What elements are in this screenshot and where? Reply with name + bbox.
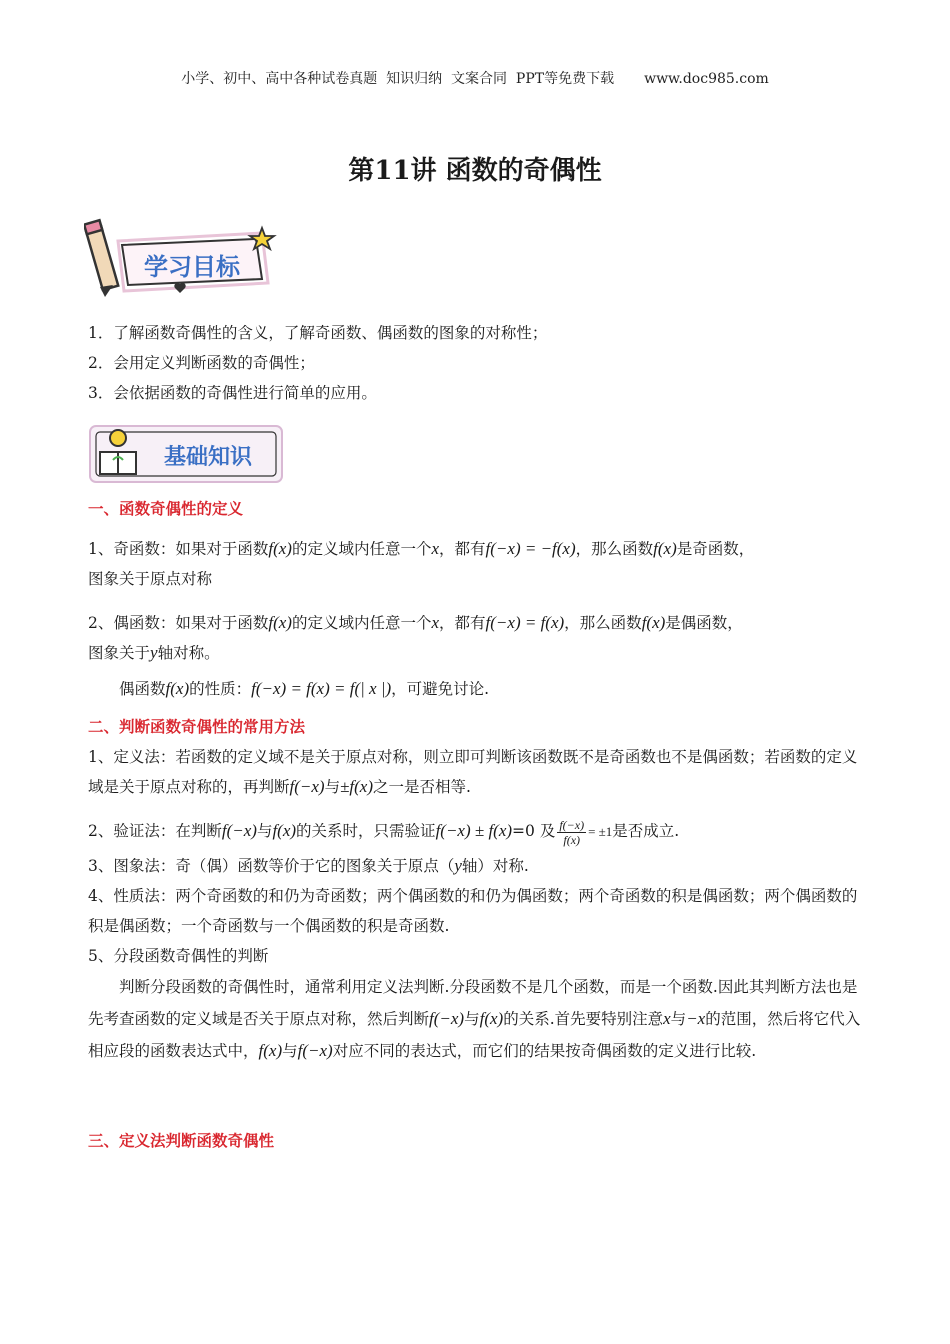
ratio-fraction: $\frac{f(-x)}{f(x)}$ [559, 817, 585, 847]
odd-function-def: 1、奇函数：如果对于函数f(x)的定义域内任意一个x，都有f(−x) = −f(x)，那么函数f(x)是奇函数， 图象关于原点对称 [88, 539, 755, 588]
method-property: 4、性质法：两个奇函数的和仍为奇函数；两个偶函数的和仍为偶函数；两个奇函数的积是偶函数；两个偶函数的积是偶函数；一个奇函数与一个偶函数的积是奇函数. [88, 887, 858, 935]
even-function-property: 偶函数f(x)的性质：f(−x) = f(x) = f(| x |)，可避免讨论. [119, 679, 490, 698]
goal-item: 3．会依据函数的奇偶性进行简单的应用。 [88, 384, 377, 402]
header-text: 小学、初中、高中各种试卷真题 知识归纳 文案合同 PPT等免费下载 [181, 71, 615, 87]
page-header [0, 68, 950, 88]
section-heading: 二、判断函数奇偶性的常用方法 [88, 717, 306, 736]
pencil-icon [84, 220, 118, 297]
even-function-def: 2、偶函数：如果对于函数f(x)的定义域内任意一个x，都有f(−x) = f(x)，那么函数f(x)是偶函数， 图象关于y轴对称。 [88, 613, 743, 662]
section-heading: 一、函数奇偶性的定义 [88, 499, 244, 518]
section-2 [88, 712, 868, 1067]
basics-badge [86, 420, 291, 490]
heart-icon [174, 283, 185, 293]
goals-badge [84, 215, 284, 305]
basics-badge-label: 基础知识 [163, 445, 253, 470]
goal-item: 1．了解函数奇偶性的含义，了解奇函数、偶函数的图象的对称性； [88, 324, 548, 342]
page-title: 第11讲 函数的奇偶性 [348, 156, 602, 186]
goal-item: 2．会用定义判断函数的奇偶性； [88, 354, 315, 372]
method-piecewise: 5、分段函数奇偶性的判断 [88, 947, 269, 965]
goals-badge-label: 学习目标 [144, 253, 240, 281]
piecewise-paragraph: 判断分段函数的奇偶性时，通常利用定义法判断.分段函数不是几个函数，而是一个函数.因此其判断方法也是先考查函数的定义域是否关于原点对称，然后判断f(−x)与f(x)的关系.首先要特别注意x与−x的范围，然后将它代入相应段的函数表达式中，f(x)与f(−x)对应不同的表达式，而它们的结果按奇偶函数的定义进行比较. [88, 978, 861, 1060]
goals-list [88, 318, 868, 408]
method-definition: 1、定义法：若函数的定义域不是关于原点对称，则立即可判断该函数既不是奇函数也不是偶函数；若函数的定义域是关于原点对称的，再判断f(−x)与±f(x)之一是否相等. [88, 748, 858, 796]
section-1 [88, 494, 868, 704]
method-verification: 2、验证法：在判断f(−x)与f(x)的关系时，只需验证f(−x) ± f(x)=0 及 $\frac{f(-x)}{f(x)}$ = ±1是否成立. [88, 817, 680, 847]
section-3 [88, 1126, 868, 1156]
header-site: www.doc985.com [644, 71, 769, 87]
method-graph: 3、图象法：奇（偶）函数等价于它的图象关于原点（y轴）对称. [88, 856, 529, 875]
section-heading: 三、定义法判断函数奇偶性 [88, 1131, 275, 1150]
